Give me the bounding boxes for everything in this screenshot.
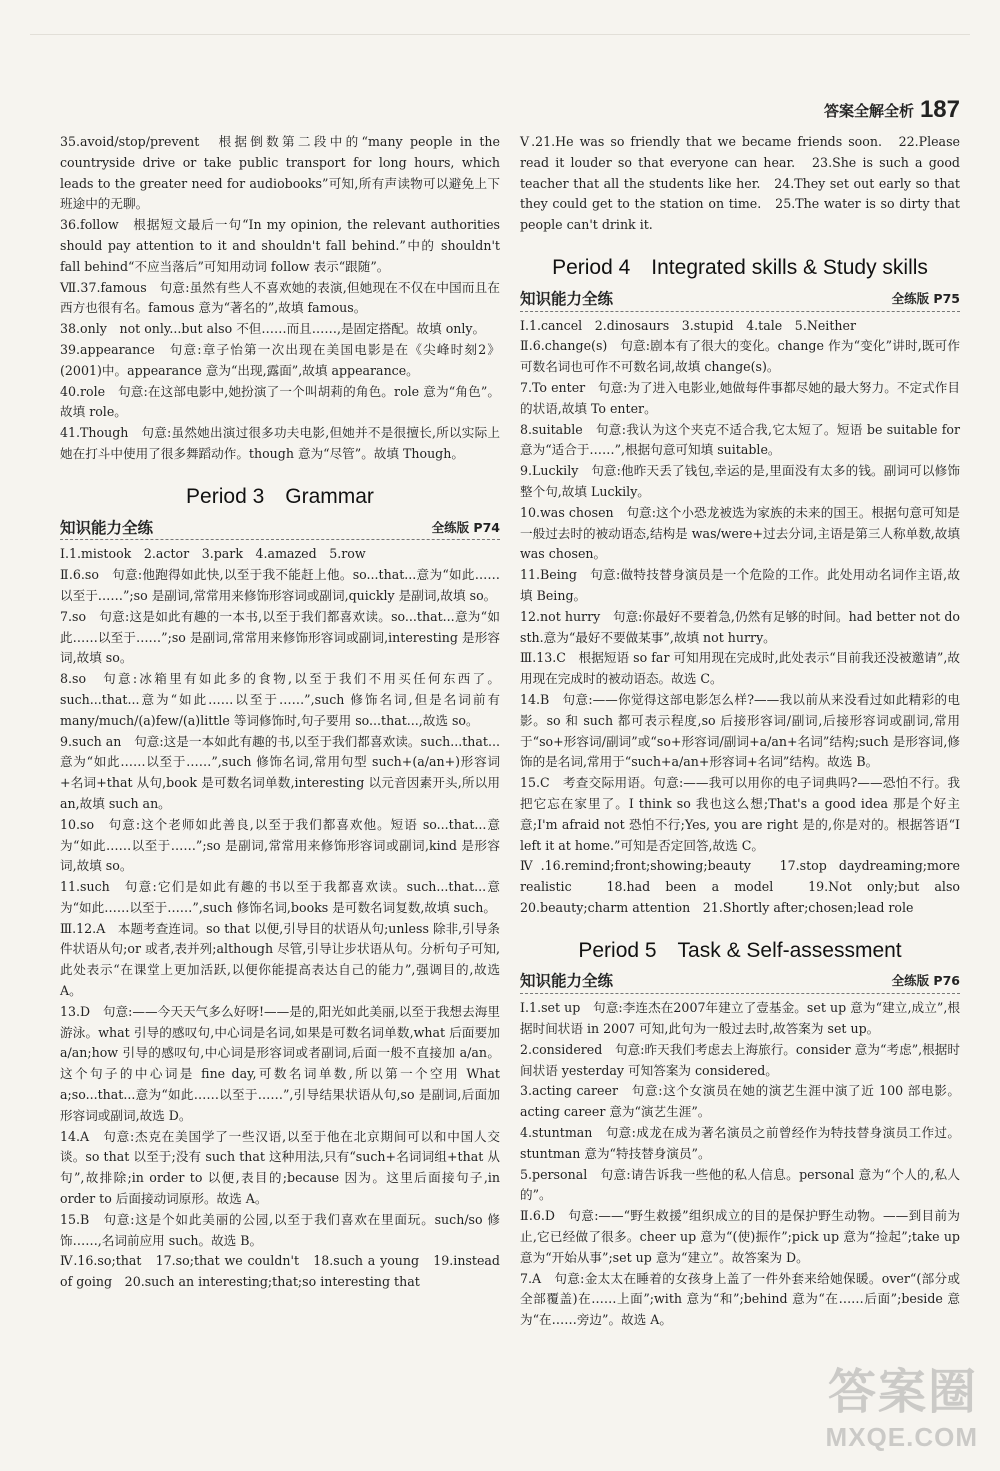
- answer-entry: 11.such 句意:它们是如此有趣的书以至于我都喜欢读。such...that...意为“如此……以至于……”,such 修饰名词,books 是可数名词复数,故填 such。: [60, 879, 500, 915]
- answer-entry: 7.To enter 句意:为了进入电影业,她做每件事都尽她的最大努力。不定式作目的状语,故填 To enter。: [520, 379, 960, 416]
- answer-entry: 40.role 句意:在这部电影中,她扮演了一个叫胡莉的角色。role 意为“角色”。故填 role。: [60, 383, 500, 420]
- period-4-title: Period 4 Integrated skills & Study skills: [552, 255, 928, 279]
- answer-entry: 39.appearance 句意:章子怡第一次出现在美国电影是在《尖峰时刻2》(2001)中。appearance 意为“出现,露面”,故填 appearance。: [60, 341, 500, 378]
- answer-entry: 7.so 句意:这是如此有趣的一本书,以至于我们都喜欢读。so...that...意为“如此……以至于……”;so 是副词,常常用来修饰形容词或副词,interesting 是形容词,故填 so。: [60, 608, 500, 666]
- period-3-section-header: [60, 518, 500, 541]
- answer-entry: 38.only not only...but also 不但……而且……,是固定搭配。故填 only。: [60, 321, 486, 337]
- answer-entry: Ⅲ.13.C 根据短语 so far 可知用现在完成时,此处表示“目前我还没被邀请”,故用现在完成时的被动语态。故选 C。: [520, 650, 960, 687]
- page-header: [824, 96, 960, 124]
- period-4-section-header: [520, 289, 960, 312]
- answer-entry: 15.B 句意:这是个如此美丽的公园,以至于我们喜欢在里面玩。such/so 修饰……,名词前应用 such。故选 B。: [60, 1211, 500, 1248]
- period-5-entries: [520, 998, 960, 1331]
- answer-entry: 9.Luckily 句意:他昨天丢了钱包,幸运的是,里面没有太多的钱。副词可以修饰整个句,故填 Luckily。: [520, 463, 960, 499]
- answer-entry: 8.so 句意:冰箱里有如此多的食物,以至于我们不用买任何东西了。such...that...意为“如此……以至于……”,such 修饰名词,但是名词前有 many/much/(a)few/(a)little 等词修饰时,句子要用 so...that...,故选 so。: [60, 671, 500, 728]
- answer-entry: Ⅰ.1.set up 句意:李连杰在2007年建立了壹基金。set up 意为“建立,成立”,根据时间状语 in 2007 可知,此句为一般过去时,故答案为 set up。: [520, 1000, 960, 1037]
- answer-entry: Ⅲ.12.A 本题考查连词。so that 以便,引导目的状语从句;unless 除非,引导条件状语从句;or 或者,表并列;although 尽管,引导让步状语从句。分析句子可知,此处表示“在课堂上更加活跃,以便你能提高表达自己的能力”,强调目的,故选 A。: [60, 920, 500, 999]
- answer-entry: Ⅱ.6.change(s) 句意:剧本有了很大的变化。change 作为“变化”讲时,既可作可数名词也可作不可数名词,故填 change(s)。: [520, 338, 960, 375]
- answer-entry: 15.C 考查交际用语。句意:——我可以用你的电子词典吗?——恐怕不行。我把它忘在家里了。I think so 我也这么想;That's a good idea 那是个好主意;I'm afraid not 恐怕不行;Yes, you are right 是的,你是对的。根据答语“I left it at home.”可知是否定回答,故选 C。: [520, 775, 960, 853]
- answer-entry: Ⅴ.21.He was so friendly that we became friends soon. 22.Please read it louder so that everyone can hear. 23.She is such a good teacher that all the students like her. 24.They set out early so that they could get to the station on time. 25.The water is so dirty that people can't drink it.: [520, 134, 960, 233]
- answer-entry: 13.D 句意:——今天天气多么好呀!——是的,阳光如此美丽,以至于我想去海里游泳。what 引导的感叹句,中心词是名词,如果是可数名词单数,what 后面要加 a/an;how 引导的感叹句,中心词是形容词或者副词,后面一般不直接加 a/an。这个句子的中心词是 fine day,可数名词单数,所以第一个空用 What a;so...that...意为“如此……以至于……”,引导结果状语从句,so 是副词,后面加形容词或副词,故选 D。: [60, 1003, 500, 1123]
- section-ref: 全练版 P75: [891, 290, 960, 306]
- answer-entry: 35.avoid/stop/prevent 根据倒数第二段中的“many people in the countryside drive or take public transport for long hours, which leads to the greater need for audiobooks”可知,所有声读物可以避免上下班途中的无聊。: [60, 134, 500, 212]
- right-top-entries: [520, 132, 960, 236]
- answer-entry: 36.follow 根据短文最后一句“In my opinion, the relevant authorities should pay attention to it and shouldn't fall behind.”中的 shouldn't fall behind“不应当落后”可知用动词 follow 表示“跟随”。: [60, 217, 500, 274]
- section-name: 知识能力全练: [520, 289, 614, 308]
- answer-entry: 4.stuntman 句意:成龙在成为著名演员之前曾经作为特技替身演员工作过。stuntman 意为“特技替身演员”。: [520, 1125, 960, 1161]
- answer-entry: 10.was chosen 句意:这个小恐龙被选为家族的未来的国王。根据句意可知是一般过去时的被动语态,结构是 was/were+过去分词,主语是第三人称单数,故填 was chosen。: [520, 504, 960, 562]
- left-column: [60, 132, 500, 1293]
- answer-entry: 14.B 句意:——你觉得这部电影怎么样?——我以前从来没看过如此精彩的电影。so 和 such 都可表示程度,so 后接形容词/副词,后接形容词或副词,常用于“so+形容词/副词”或“so+形容词/副词+a/an+名词”结构;such 是形容词,修饰的是名词,常用于“such+a/an+形容词+名词”结构。故选 B。: [520, 691, 960, 770]
- answer-entry: 11.Being 句意:做特技替身演员是一个危险的工作。此处用动名词作主语,故填 Being。: [520, 567, 960, 603]
- answer-entry: 3.acting career 句意:这个女演员在她的演艺生涯中演了近 100 部电影。acting career 意为“演艺生涯”。: [520, 1083, 960, 1120]
- period-3-entries: [60, 544, 500, 1293]
- answer-entry: 12.not hurry 句意:你最好不要着急,仍然有足够的时间。had better not do sth.意为“最好不要做某事”,故填 not hurry。: [520, 608, 960, 645]
- answer-entry: Ⅳ.16.so;that 17.so;that we couldn't 18.such a young 19.instead of going 20.such an interesting;that;so interesting that: [60, 1253, 500, 1290]
- answer-entry: Ⅰ.1.mistook 2.actor 3.park 4.amazed 5.row: [60, 546, 366, 562]
- period-3-title: Period 3 Grammar: [186, 484, 374, 508]
- left-top-entries: [60, 132, 500, 465]
- watermark: [826, 1353, 978, 1453]
- answer-entry: 5.personal 句意:请告诉我一些他的私人信息。personal 意为“个人的,私人的”。: [520, 1166, 960, 1203]
- watermark-en: MXQE.COM: [825, 1422, 978, 1452]
- watermark-cn: 答案圈: [827, 1366, 978, 1419]
- top-rule: [30, 34, 970, 35]
- period-5-section-header: [520, 971, 960, 994]
- section-name: 知识能力全练: [60, 518, 154, 537]
- section-ref: 全练版 P74: [431, 519, 500, 535]
- answer-entry: Ⅰ.1.cancel 2.dinosaurs 3.stupid 4.tale 5.Neither: [520, 317, 856, 333]
- answer-entry: 14.A 句意:杰克在美国学了一些汉语,以至于他在北京期间可以和中国人交谈。so that 以至于;没有 such that 这种用法,只有“such+名词词组+that 从句”,故排除;in order to 以便,表目的;because 因为。这里后面接句子,in order to 后面接动词原形。故选 A。: [60, 1128, 500, 1207]
- answer-entry: 8.suitable 句意:我认为这个夹克不适合我,它太短了。短语 be suitable for 意为“适合于……”,根据句意可知填 suitable。: [520, 421, 960, 458]
- section-ref: 全练版 P76: [891, 973, 960, 989]
- answer-entry: 2.considered 句意:昨天我们考虑去上海旅行。consider 意为“考虑”,根据时间状语 yesterday 可知答案为 considered。: [520, 1041, 960, 1078]
- right-column: [520, 132, 973, 1331]
- answer-entry: 9.such an 句意:这是一本如此有趣的书,以至于我们都喜欢读。such...that...意为“如此……以至于……”,such 修饰名词,常用句型 such+(a/an+)形容词+名词+that 从句,book 是可数名词单数,interesting 以元音因素开头,所以用 an,故填 such an。: [60, 733, 500, 811]
- period-5-title: Period 5 Task & Self-assessment: [578, 938, 902, 962]
- page-number: 187: [919, 96, 960, 123]
- header-title: 答案全解全析: [823, 101, 914, 120]
- period-4-entries: [520, 316, 973, 919]
- answer-entry: Ⅱ.6.so 句意:他跑得如此快,以至于我不能赶上他。so...that...意为“如此……以至于……”;so 是副词,常常用来修饰形容词或副词,quickly 是副词,故填 so。: [60, 567, 500, 603]
- answer-entry: Ⅳ.16.remind;front;showing;beauty 17.stop daydreaming;more realistic 18.had been a model 19.Not only;but also 20.beauty;charm attention 21.Shortly after;chosen;lead role: [520, 858, 973, 915]
- answer-entry: 7.A 句意:金太太在睡着的女孩身上盖了一件外套来给她保暖。over“(部分或全部覆盖)在……上面”;with 意为“和”;behind 意为“在……后面”;beside 意为“在……旁边”。故选 A。: [520, 1270, 960, 1328]
- answer-entry: 10.so 句意:这个老师如此善良,以至于我们都喜欢他。短语 so...that...意为“如此……以至于……”;so 是副词,常常用来修饰形容词或副词,kind 是形容词,故填 so。: [60, 816, 500, 874]
- answer-entry: Ⅱ.6.D 句意:——“野生救援”组织成立的目的是保护野生动物。——到目前为止,它已经做了很多。cheer up 意为“(使)振作”;pick up 意为“捡起”;take up 意为“开始从事”;set up 意为“建立”。故答案为 D。: [520, 1208, 960, 1265]
- answer-entry: 41.Though 句意:虽然她出演过很多功夫电影,但她并不是很擅长,所以实际上她在打斗中使用了很多舞蹈动作。though 意为“尽管”。故填 Though。: [60, 425, 500, 461]
- section-name: 知识能力全练: [520, 972, 614, 991]
- answer-entry: Ⅶ.37.famous 句意:虽然有些人不喜欢她的表演,但她现在不仅在中国而且在西方也很有名。famous 意为“著名的”,故填 famous。: [60, 279, 500, 316]
